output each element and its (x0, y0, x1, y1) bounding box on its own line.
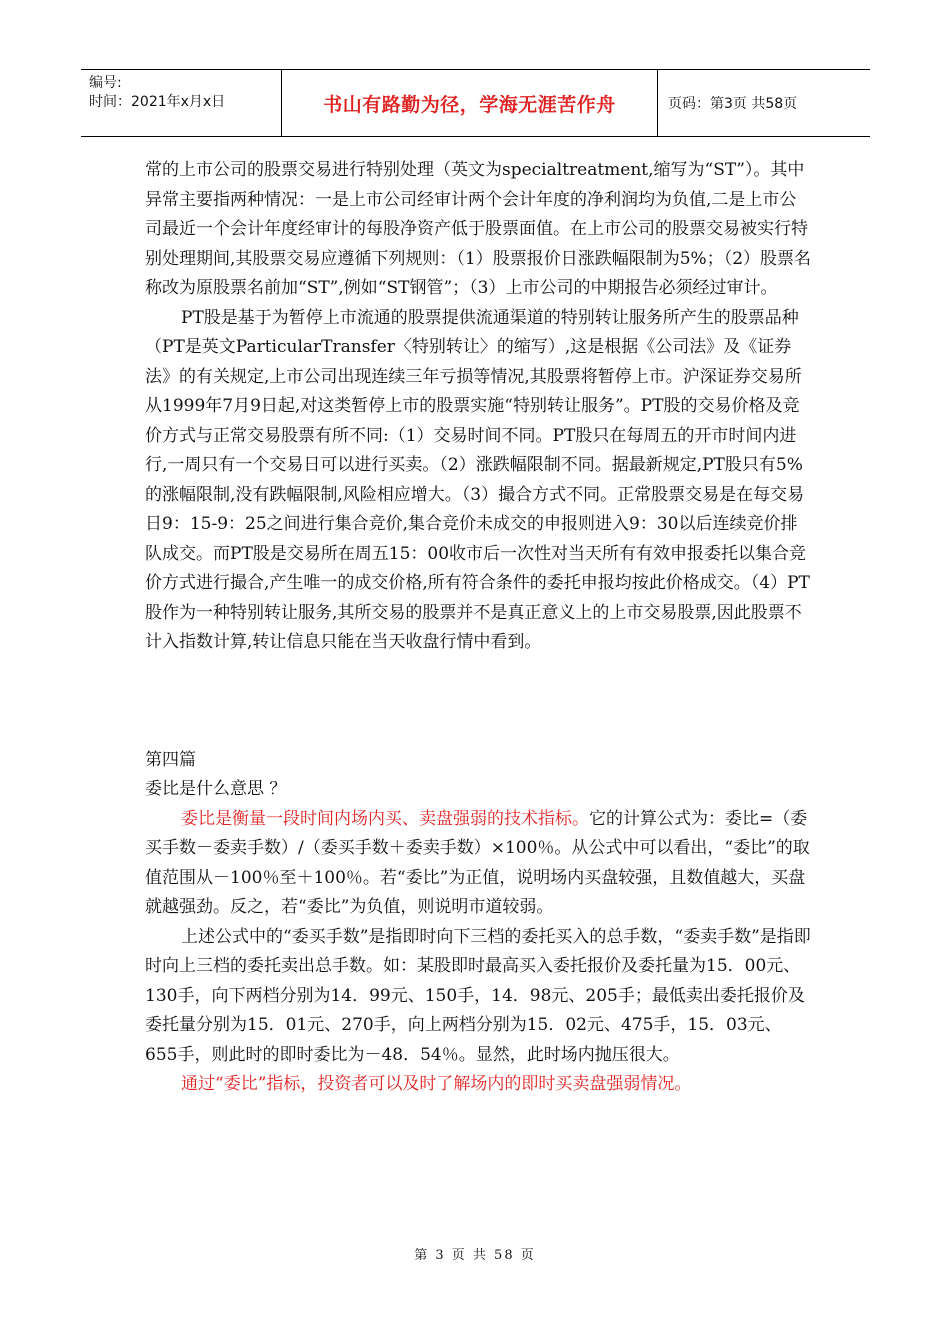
section-title: 第四篇 (145, 749, 196, 770)
page-footer: 第 3 页 共 58 页 (414, 1248, 536, 1263)
doc-time-label: 时间：2021年x月x日 (89, 94, 226, 110)
paragraph-pt-stock: PT股是基于为暂停上市流通的股票提供流通渠道的特别转让服务所产生的股票品种（PT是英文ParticularTransfer〈特别转让〉的缩写）,这是根据《公司法》及《证券法》的有关规定,上市公司出现连续三年亏损等情况,其股票将暂停上市。沪深证券交易所从1999年7月9日起,对这类暂停上市的股票实施“特别转让服务”。PT股的交易价格及竞价方式与正常交易股票有所不同:（1）交易时间不同。PT股只在每周五的开市时间内进行,一周只有一个交易日可以进行买卖。（2）涨跌幅限制不同。据最新规定,PT股只有5%的涨幅限制,没有跌幅限制,风险相应增大。（3）撮合方式不同。正常股票交易是在每交易日9：15-9：25之间进行集合竞价,集合竞价未成交的申报则进入9：30以后连续竞价排队成交。而PT股是交易所在周五15：00收市后一次性对当天所有有效申报委托以集合竞价方式进行撮合,产生唯一的成交价格,所有符合条件的委托申报均按此价格成交。（4）PT股作为一种特别转让服务,其所交易的股票并不是真正意义上的上市交易股票,因此股票不计入指数计算,转让信息只能在当天收盘行情中看到。 (145, 307, 810, 652)
header-page-info: 页码：第3页 共58页 (668, 96, 798, 112)
header-meta (81, 70, 282, 136)
question-heading: 委比是什么意思 ？ (145, 779, 287, 799)
doc-code-label: 编号: (89, 75, 122, 91)
paragraph-weibi-example: 上述公式中的“委买手数”是指即时向下三档的委托买入的总手数，“委卖手数”是指即时向上三档的委托卖出总手数。如：某股即时最高买入委托报价及委托量为15．00元、130手，向下两档分别为14．99元、150手，14．98元、205手；最低卖出委托报价及委托量分别为15．01元、270手，向上两档分别为15．02元、475手，15．03元、655手，则此时的即时委比为－48．54％。显然，此时场内抛压很大。 (145, 926, 811, 1065)
formula-text: 它的计算公式为：委比=（委买手数－委卖手数）/（委买手数＋委卖手数）×100％。从公式中可以看出，“委比”的取值范围从－100％至＋100％。若“委比”为正值，说明场内买盘较强，且数值越大，买盘就越强劲。反之，若“委比”为负值，则说明市道较弱。 (145, 808, 810, 917)
header-motto: 书山有路勤为径，学海无涯苦作舟 (282, 70, 658, 136)
paragraph-st-rules: 常的上市公司的股票交易进行特别处理（英文为specialtreatment,缩写为“ST”）。其中异常主要指两种情况：一是上市公司经审计两个会计年度的净利润均为负值,二是上市公司最近一个会计年度经审计的每股净资产低于股票面值。在上市公司的股票交易被实行特别处理期间,其股票交易应遵循下列规则：（1）股票报价日涨跌幅限制为5%；（2）股票名称改为原股票名前加“ST”,例如“ST钢管”；（3）上市公司的中期报告必须经过审计。 (145, 160, 812, 298)
highlight-definition: 委比是衡量一段时间内场内买、卖盘强弱的技术指标。 (181, 808, 589, 829)
document-body (145, 156, 813, 1100)
paragraph-weibi-definition (145, 805, 813, 923)
paragraph-weibi-conclusion: 通过“委比”指标，投资者可以及时了解场内的即时买卖盘强弱情况。 (181, 1074, 692, 1094)
section-spacer (145, 658, 813, 746)
page-header (81, 69, 870, 137)
